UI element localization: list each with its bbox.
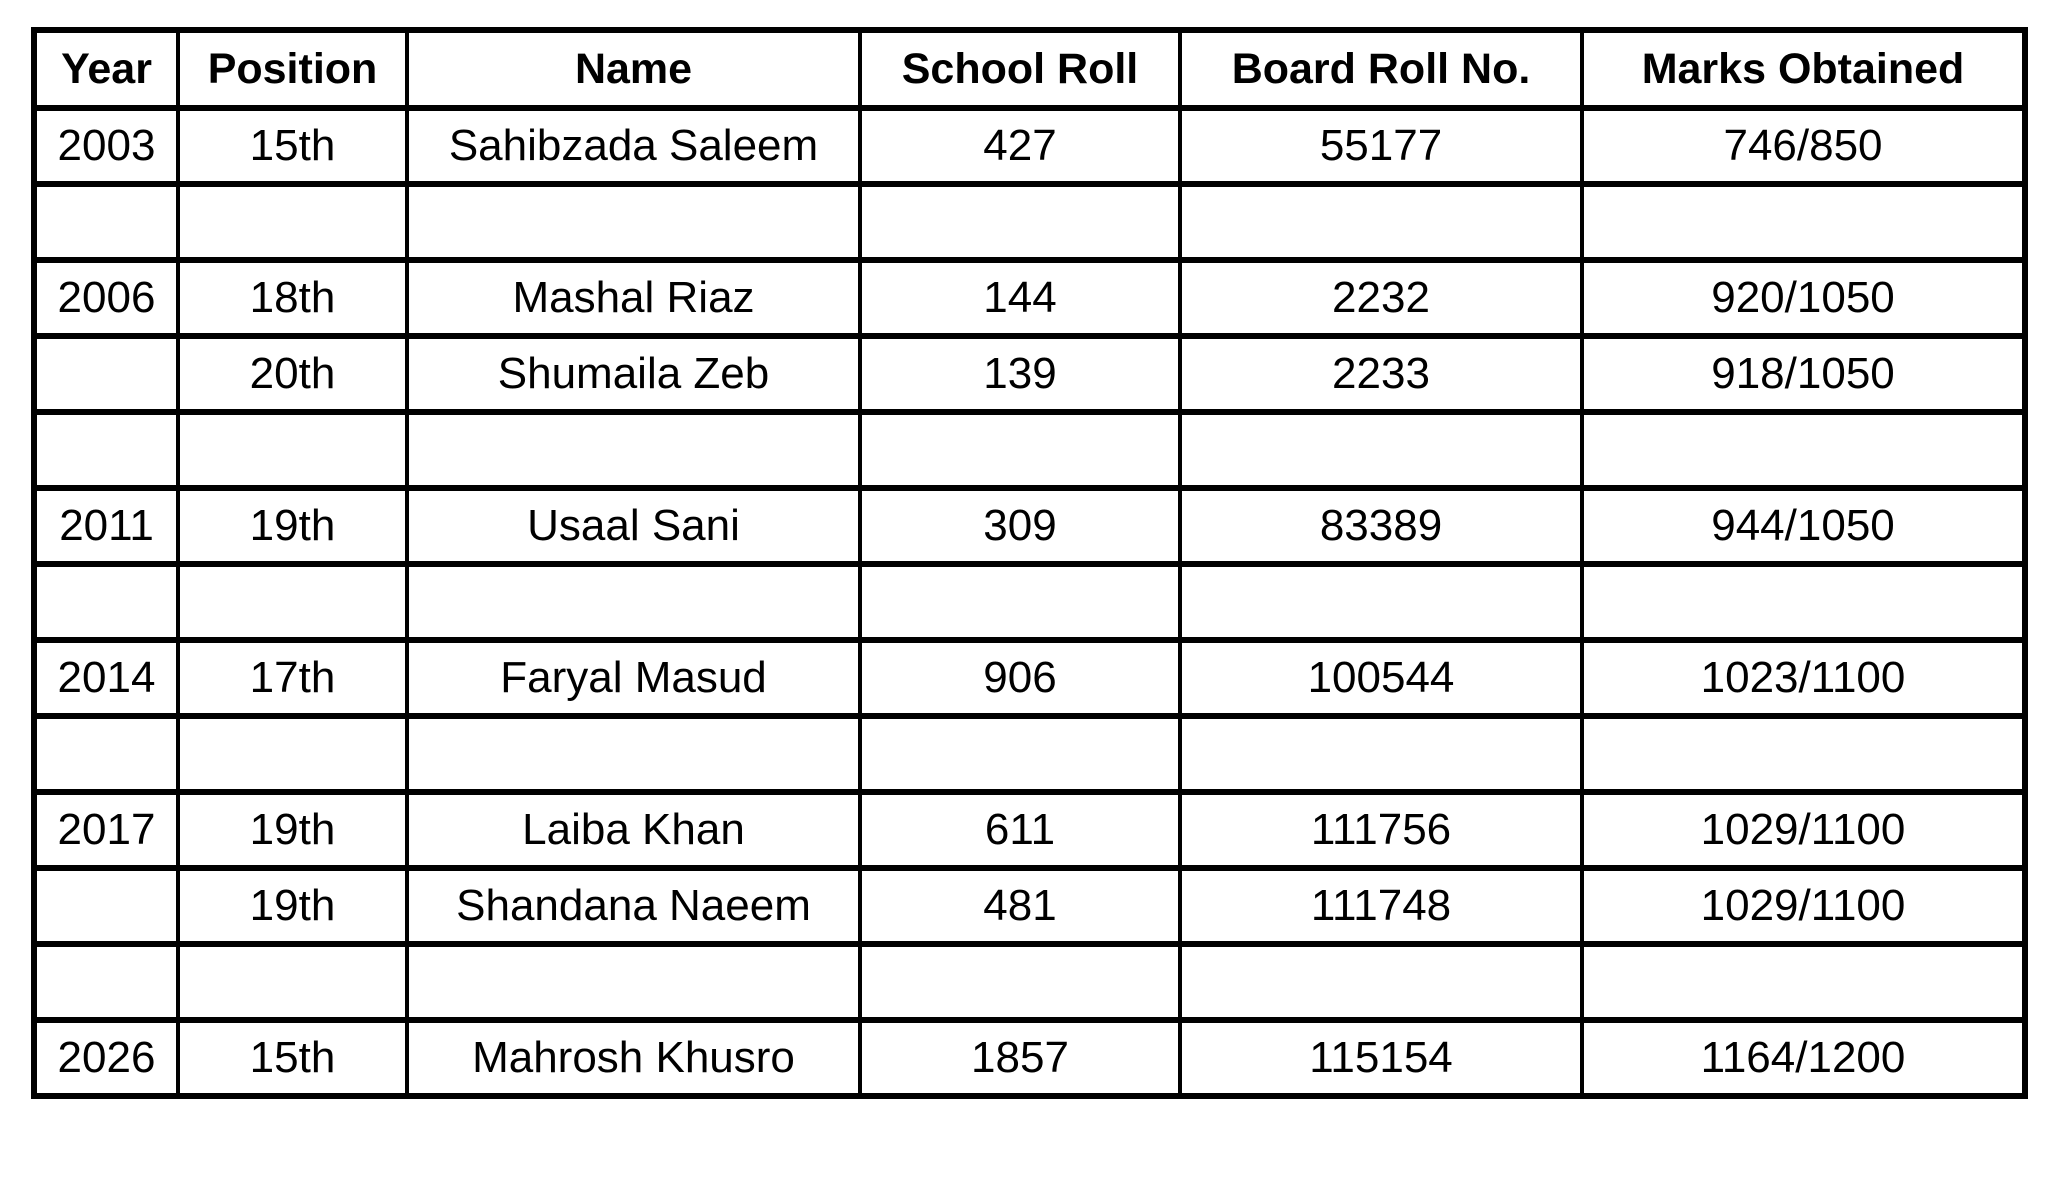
cell-position: 17th bbox=[178, 640, 407, 716]
cell-school-roll bbox=[860, 184, 1180, 260]
cell-school-roll: 906 bbox=[860, 640, 1180, 716]
cell-marks-obtained bbox=[1582, 944, 2025, 1020]
results-table bbox=[31, 27, 2028, 1099]
cell-position bbox=[178, 564, 407, 640]
cell-year: 2026 bbox=[34, 1020, 178, 1096]
cell-marks-obtained bbox=[1582, 564, 2025, 640]
table-row bbox=[34, 564, 2025, 640]
cell-position: 15th bbox=[178, 1020, 407, 1096]
cell-school-roll: 427 bbox=[860, 108, 1180, 184]
table-body bbox=[34, 108, 2025, 1096]
cell-board-roll-no: 111756 bbox=[1180, 792, 1582, 868]
table-row bbox=[34, 1020, 2025, 1096]
cell-board-roll-no: 83389 bbox=[1180, 488, 1582, 564]
cell-board-roll-no bbox=[1180, 716, 1582, 792]
cell-marks-obtained bbox=[1582, 716, 2025, 792]
cell-position: 20th bbox=[178, 336, 407, 412]
cell-board-roll-no: 55177 bbox=[1180, 108, 1582, 184]
table-row bbox=[34, 792, 2025, 868]
cell-school-roll: 1857 bbox=[860, 1020, 1180, 1096]
cell-board-roll-no: 2233 bbox=[1180, 336, 1582, 412]
header-marks-obtained: Marks Obtained bbox=[1582, 30, 2025, 108]
cell-marks-obtained: 1023/1100 bbox=[1582, 640, 2025, 716]
table-row bbox=[34, 868, 2025, 944]
table-row bbox=[34, 108, 2025, 184]
cell-marks-obtained: 918/1050 bbox=[1582, 336, 2025, 412]
cell-name bbox=[407, 184, 860, 260]
cell-marks-obtained: 1029/1100 bbox=[1582, 792, 2025, 868]
cell-marks-obtained bbox=[1582, 412, 2025, 488]
cell-year: 2017 bbox=[34, 792, 178, 868]
cell-name: Shandana Naeem bbox=[407, 868, 860, 944]
cell-name bbox=[407, 564, 860, 640]
cell-name bbox=[407, 412, 860, 488]
cell-year bbox=[34, 412, 178, 488]
table-row bbox=[34, 716, 2025, 792]
cell-position: 19th bbox=[178, 868, 407, 944]
cell-name: Shumaila Zeb bbox=[407, 336, 860, 412]
header-name: Name bbox=[407, 30, 860, 108]
cell-year bbox=[34, 868, 178, 944]
cell-name: Mahrosh Khusro bbox=[407, 1020, 860, 1096]
cell-school-roll bbox=[860, 412, 1180, 488]
cell-year: 2011 bbox=[34, 488, 178, 564]
cell-name bbox=[407, 944, 860, 1020]
table-row bbox=[34, 412, 2025, 488]
cell-year bbox=[34, 564, 178, 640]
cell-position bbox=[178, 716, 407, 792]
cell-school-roll: 481 bbox=[860, 868, 1180, 944]
cell-name: Faryal Masud bbox=[407, 640, 860, 716]
cell-marks-obtained bbox=[1582, 184, 2025, 260]
cell-position bbox=[178, 184, 407, 260]
cell-name: Usaal Sani bbox=[407, 488, 860, 564]
cell-name: Laiba Khan bbox=[407, 792, 860, 868]
cell-year: 2014 bbox=[34, 640, 178, 716]
cell-position: 15th bbox=[178, 108, 407, 184]
cell-year: 2006 bbox=[34, 260, 178, 336]
cell-year bbox=[34, 184, 178, 260]
cell-name: Mashal Riaz bbox=[407, 260, 860, 336]
table-row bbox=[34, 260, 2025, 336]
table-row bbox=[34, 944, 2025, 1020]
cell-position bbox=[178, 944, 407, 1020]
cell-marks-obtained: 1164/1200 bbox=[1582, 1020, 2025, 1096]
cell-marks-obtained: 1029/1100 bbox=[1582, 868, 2025, 944]
cell-marks-obtained: 746/850 bbox=[1582, 108, 2025, 184]
cell-position: 19th bbox=[178, 792, 407, 868]
cell-year: 2003 bbox=[34, 108, 178, 184]
header-school-roll: School Roll bbox=[860, 30, 1180, 108]
header-year: Year bbox=[34, 30, 178, 108]
header-position: Position bbox=[178, 30, 407, 108]
cell-year bbox=[34, 944, 178, 1020]
cell-board-roll-no: 100544 bbox=[1180, 640, 1582, 716]
header-board-roll-no: Board Roll No. bbox=[1180, 30, 1582, 108]
cell-year bbox=[34, 716, 178, 792]
cell-school-roll: 611 bbox=[860, 792, 1180, 868]
cell-board-roll-no bbox=[1180, 412, 1582, 488]
cell-school-roll bbox=[860, 944, 1180, 1020]
cell-board-roll-no bbox=[1180, 184, 1582, 260]
cell-position bbox=[178, 412, 407, 488]
table-row bbox=[34, 184, 2025, 260]
cell-school-roll: 309 bbox=[860, 488, 1180, 564]
cell-marks-obtained: 920/1050 bbox=[1582, 260, 2025, 336]
header-row bbox=[34, 30, 2025, 108]
cell-name bbox=[407, 716, 860, 792]
cell-year bbox=[34, 336, 178, 412]
cell-school-roll bbox=[860, 564, 1180, 640]
cell-board-roll-no: 115154 bbox=[1180, 1020, 1582, 1096]
cell-position: 18th bbox=[178, 260, 407, 336]
cell-school-roll: 139 bbox=[860, 336, 1180, 412]
cell-board-roll-no bbox=[1180, 944, 1582, 1020]
table-row bbox=[34, 640, 2025, 716]
cell-marks-obtained: 944/1050 bbox=[1582, 488, 2025, 564]
table-row bbox=[34, 488, 2025, 564]
cell-board-roll-no: 111748 bbox=[1180, 868, 1582, 944]
cell-school-roll bbox=[860, 716, 1180, 792]
cell-school-roll: 144 bbox=[860, 260, 1180, 336]
cell-name: Sahibzada Saleem bbox=[407, 108, 860, 184]
cell-board-roll-no: 2232 bbox=[1180, 260, 1582, 336]
table-header bbox=[34, 30, 2025, 108]
cell-board-roll-no bbox=[1180, 564, 1582, 640]
cell-position: 19th bbox=[178, 488, 407, 564]
table-row bbox=[34, 336, 2025, 412]
